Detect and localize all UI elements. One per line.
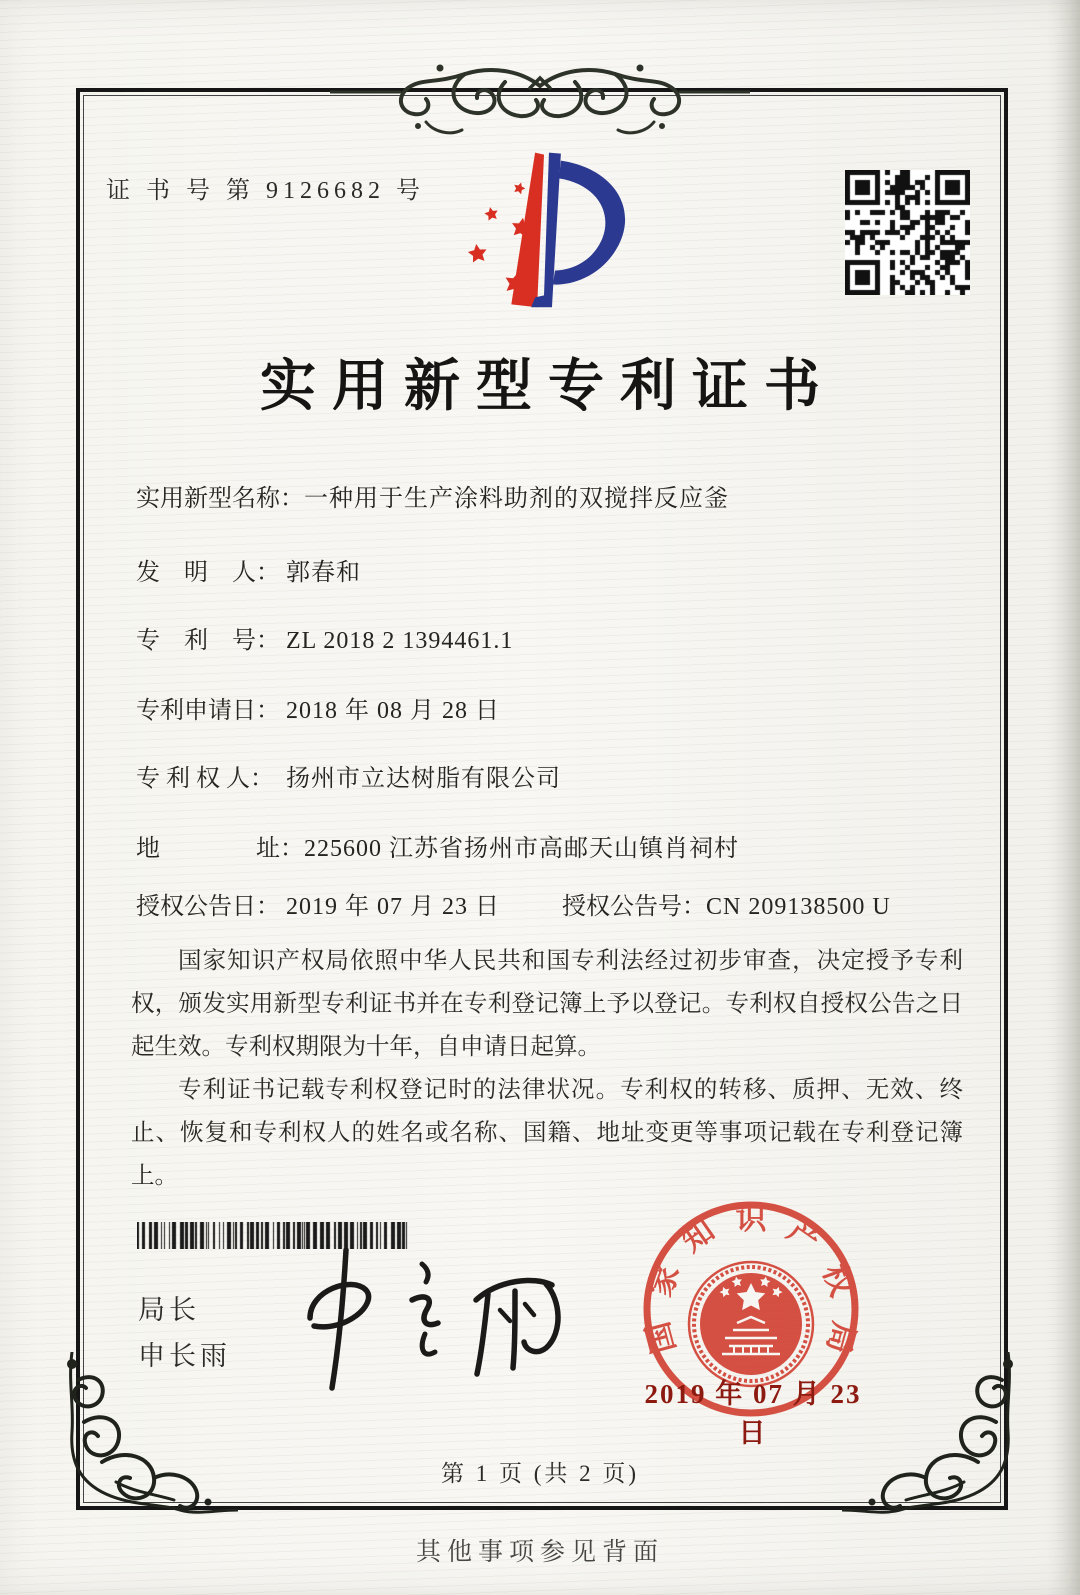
- field-label: 专 利 权 人：: [136, 766, 274, 792]
- bottom-left-corner-flourish: [58, 1352, 238, 1524]
- seal-char: 局: [820, 1318, 863, 1358]
- field-label: 授权公告号：: [562, 894, 706, 920]
- page-number: 第 1 页 (共 2 页): [440, 1461, 640, 1486]
- field-label: 专 利 号：: [136, 628, 280, 654]
- signature-icon: [272, 1238, 592, 1403]
- back-side-note: 其他事项参见背面: [415, 1539, 664, 1566]
- field-grant-number: [562, 886, 891, 921]
- director-name-label: 申长雨: [138, 1341, 231, 1371]
- field-value: 2018 年 08 月 28 日: [286, 698, 500, 724]
- field-value: 扬州市立达树脂有限公司: [286, 766, 561, 792]
- seal-char: 产: [781, 1212, 827, 1259]
- field-value: 郭春和: [286, 560, 361, 586]
- field-patentee: [136, 758, 561, 793]
- field-grant-date: [136, 886, 500, 921]
- seal-char: 知: [675, 1212, 721, 1259]
- seal-char: 识: [735, 1201, 767, 1236]
- seal-char: 家: [642, 1259, 686, 1301]
- national-emblem-icon: [689, 1262, 813, 1386]
- seal-char: 权: [816, 1259, 860, 1301]
- field-label: 专利申请日：: [136, 698, 280, 724]
- field-patent-number: [136, 620, 513, 655]
- field-label: 实用新型名称：: [136, 486, 304, 512]
- field-value: ZL 2018 2 1394461.1: [286, 628, 514, 654]
- field-filing-date: [136, 690, 500, 725]
- director-title-label: 局长: [138, 1295, 200, 1325]
- field-label: 地 址：: [136, 836, 304, 862]
- field-label: 发 明 人：: [136, 560, 280, 586]
- top-flourish-ornament: [330, 52, 750, 148]
- field-value: 一种用于生产涂料助剂的双搅拌反应釜: [304, 486, 729, 512]
- certificate-title: 实用新型专利证书: [260, 356, 836, 418]
- legal-text-block: [131, 940, 963, 1198]
- field-label: 授权公告日：: [136, 894, 280, 920]
- field-value: 2019 年 07 月 23 日: [286, 894, 500, 920]
- cnipa-logo-icon: [432, 138, 660, 318]
- certificate-number: 证 书 号 第 9126682 号: [106, 178, 425, 204]
- legal-paragraph-2: 专利证书记载专利权登记时的法律状况。专利权的转移、质押、无效、终止、恢复和专利权人的姓名或名称、国籍、地址变更等事项记载在专利登记簿上。: [131, 1077, 963, 1189]
- field-address: [136, 828, 739, 863]
- seal-date: 2019 年 07 月 23 日: [644, 1379, 862, 1448]
- qr-code-icon: [845, 170, 970, 295]
- qr-code-canvas: [845, 170, 970, 295]
- field-inventor: [136, 552, 361, 587]
- seal-char: 国: [639, 1318, 682, 1358]
- legal-paragraph-1: 国家知识产权局依照中华人民共和国专利法经过初步审查，决定授予专利权，颁发实用新型专利证书并在专利登记簿上予以登记。专利权自授权公告之日起生效。专利权期限为十年，自申请日起算。: [131, 948, 963, 1060]
- field-value: CN 209138500 U: [706, 894, 891, 920]
- field-utility-model-name: [136, 478, 729, 513]
- field-value: 225600 江苏省扬州市高邮天山镇肖祠村: [304, 836, 739, 862]
